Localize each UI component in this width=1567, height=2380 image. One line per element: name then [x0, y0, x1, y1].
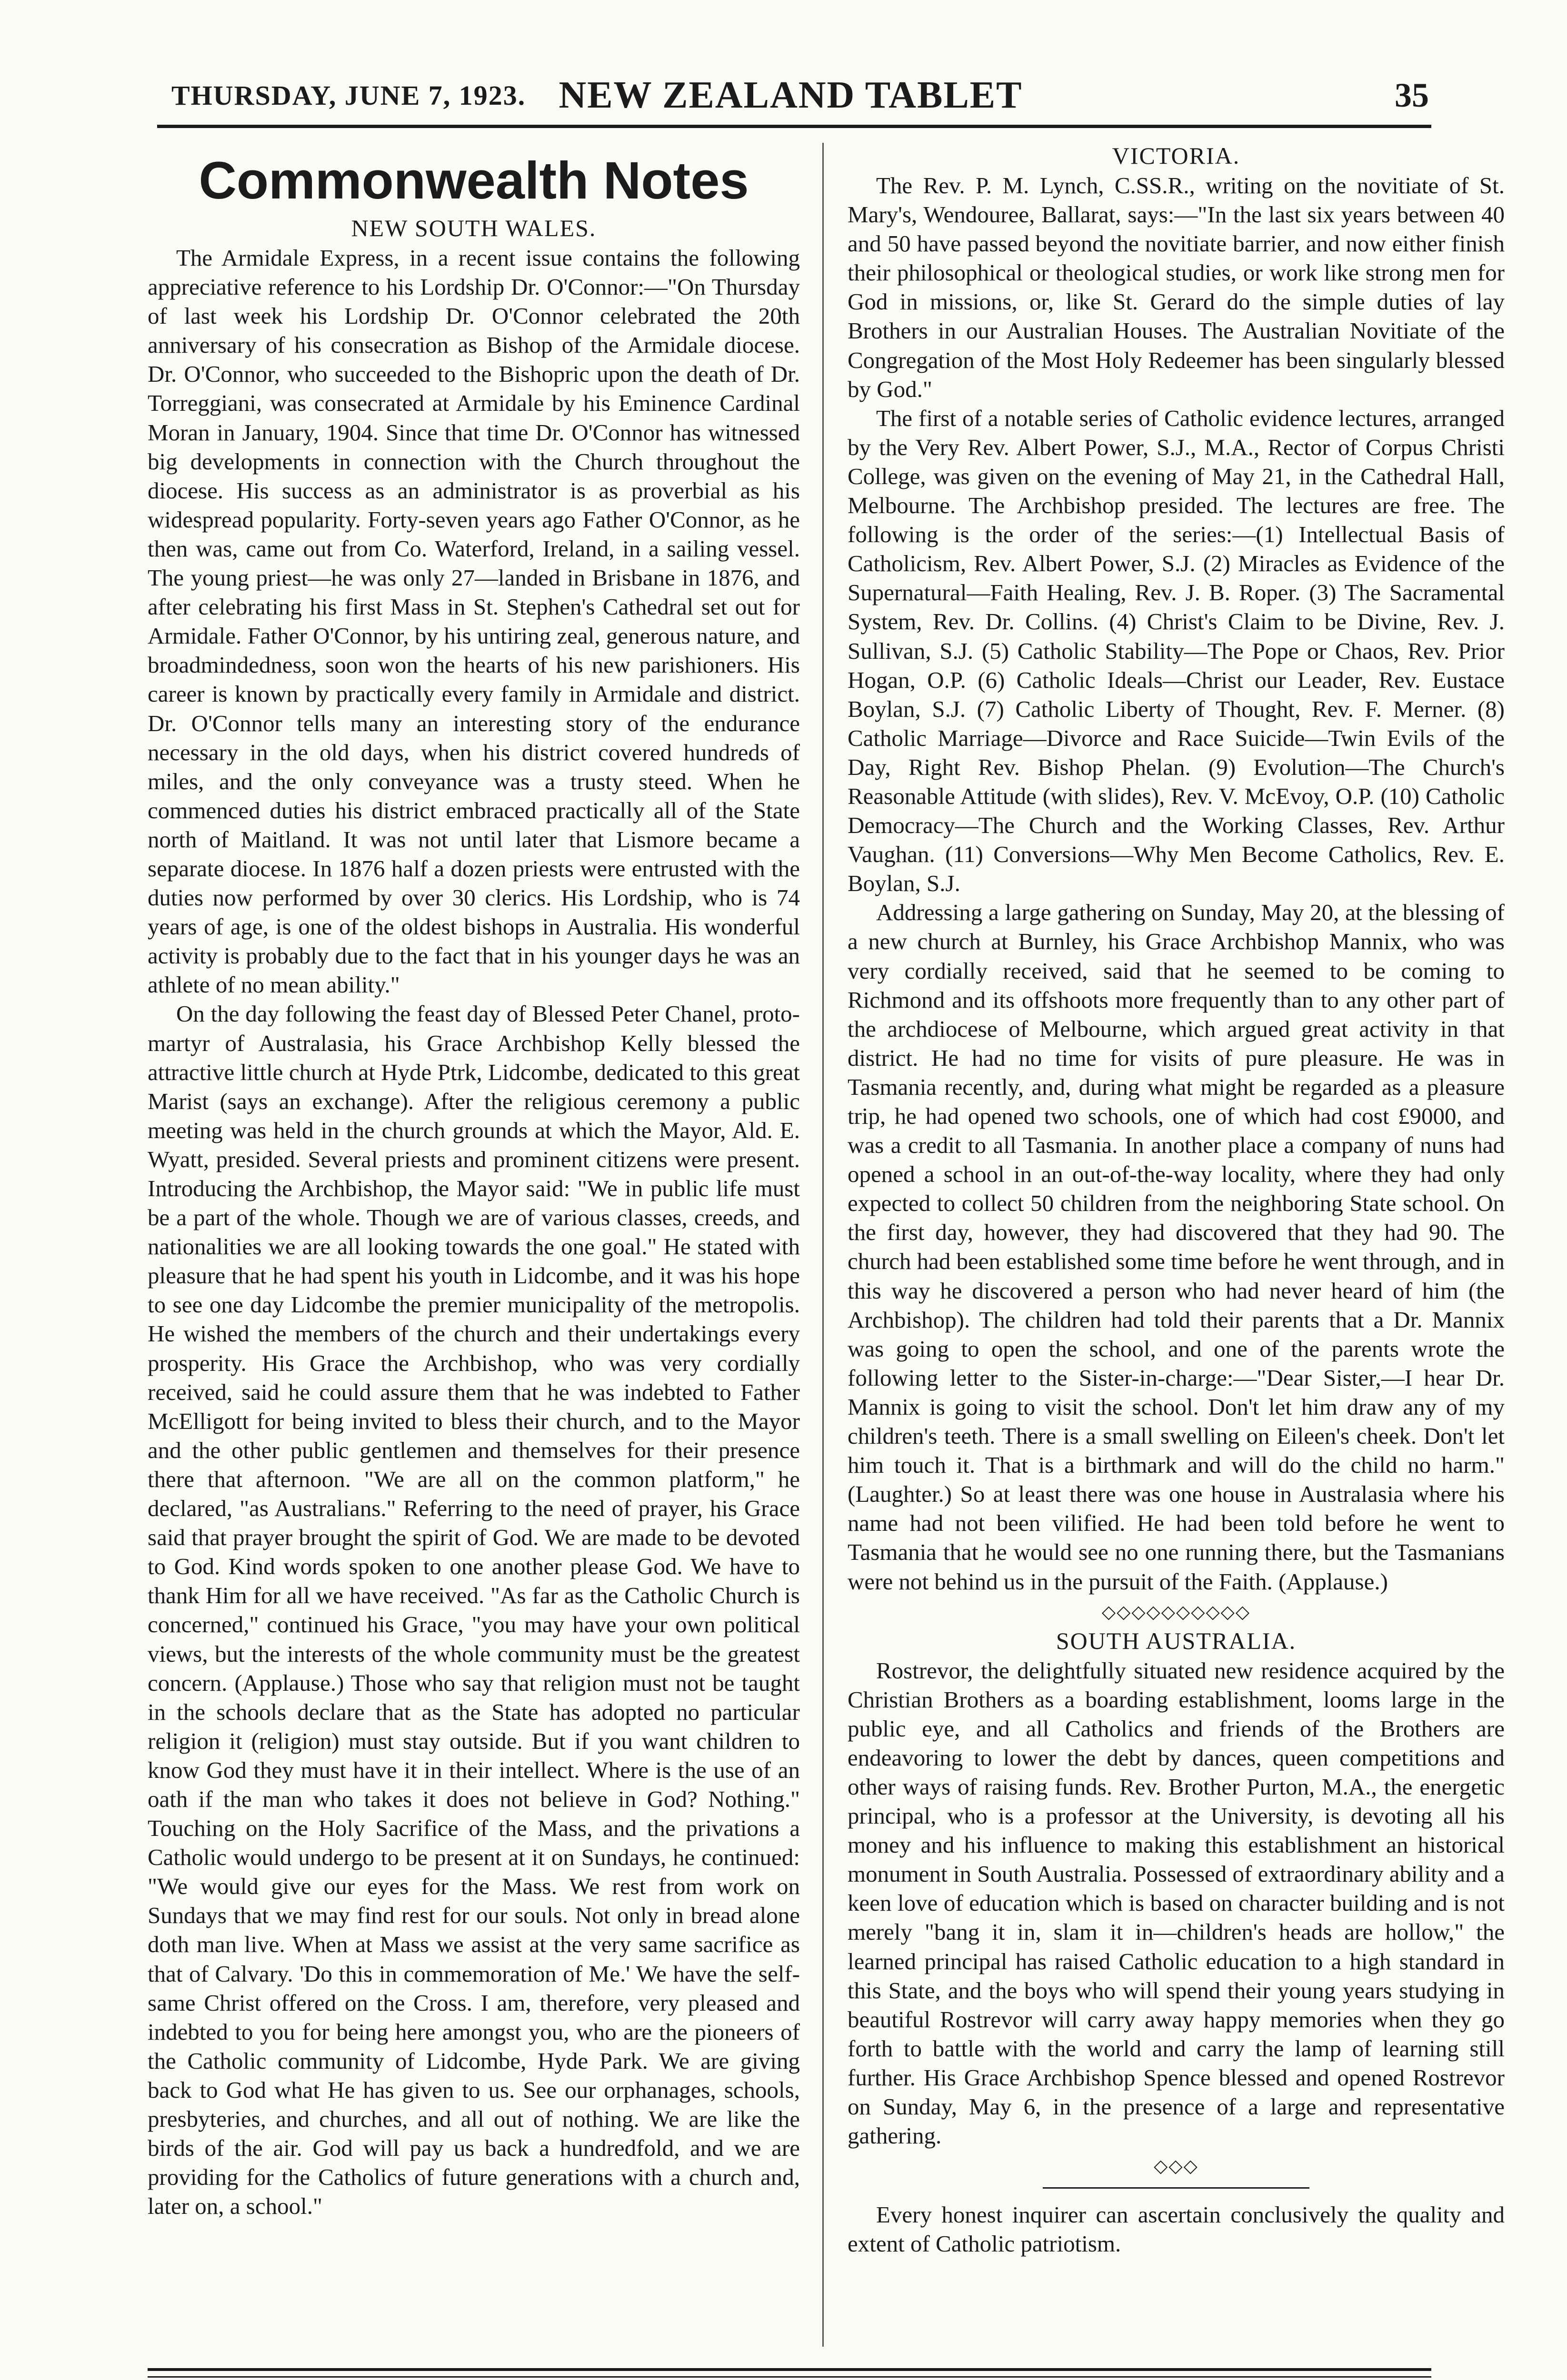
- footer-rule-heavy: [148, 2368, 1431, 2371]
- article-paragraph: On the day following the feast day of Blessed Peter Chanel, proto-martyr of Australasia, his Grace Archbishop Kelly blessed the attractive little church at Hyde Ptrk, Lidcombe, dedicated to this great Marist (says an exchange). After the religious ceremony a public meeting was held in the church grounds at which the Mayor, Ald. E. Wyatt, presided. Several priests and prominent citizens were present. Introducing the Archbishop, the Mayor said: "We in public life must be a part of the whole. Though we are of various classes, creeds, and nationalities we are all looking towards the one goal." He stated with pleasure that he had spent his youth in Lidcombe, and it was his hope to see one day Lidcombe the premier municipality of the metropolis. He wished the members of the church and their undertakings every prosperity. His Grace the Archbishop, who was very cordially received, said he could assure them that he was indebted to Father McElligott for being invited to bless their church, and to the Mayor and the other public gentlemen and themselves for their presence there that afternoon. "We are all on the common platform," he declared, "as Australians." Referring to the need of prayer, his Grace said that prayer brought the spirit of God. We are made to be devoted to God. Kind words spoken to one another please God. We have to thank Him for all we have received. "As far as the Catholic Church is concerned," continued his Grace, "you may have your own political views, but the interests of the whole community must be the greatest concern. (Applause.) Those who say that religion must not be taught in the schools declare that as the State has adopted no particular religion it (religion) must stay outside. But if you want children to know God they must have it in their intellect. Where is the use of an oath if the man who takes it does not believe in God? Nothing." Touching on the Holy Sacrifice of the Mass, and the privations a Catholic would undergo to be present at it on Sundays, he continued: "We would give our eyes for the Mass. We rest from work on Sundays that we may find rest for our souls. Not only in bread alone doth man live. When at Mass we assist at the very same sacrifice as that of Calvary. 'Do this in commemoration of Me.' We have the self-same Christ offered on the Cross. I am, therefore, very pleased and indebted to you for being here amongst you, who are the pioneers of the Catholic community of Lidcombe, Hyde Park. We are giving back to God what He has given to us. See our orphanages, schools, presbyteries, and churches, and all out of nothing. We are like the birds of the air. God will pay us back a hundredfold, and we are providing for the Catholics of future generations with a church and, later on, a school.": [148, 1001, 800, 2220]
- page-number: 35: [1395, 76, 1429, 114]
- article-paragraph: Addressing a large gathering on Sunday, May 20, at the blessing of a new church at Burnley, his Grace Archbishop Mannix, who was very cordially received, said that he seemed to be coming to Richmond and its offshoots more frequently than to any other part of the archdiocese of Melbourne, which argued great activity in that district. He had no time for visits of pure pleasure. He was in Tasmania recently, and, during what might be regarded as a pleasure trip, he had opened two schools, one of which had cost £9000, and was a credit to all Tasmania. In another place a company of nuns had opened a school in an out-of-the-way locality, where they had only expected to collect 50 children from the neighboring State school. On the first day, however, they had discovered that they had 90. The church had been established some time before he went through, and in this way he discovered a person who had never heard of him (the Archbishop). The children had told their parents that a Dr. Mannix was going to open the school, and one of the parents wrote the following letter to the Sister-in-charge:—"Dear Sister,—I hear Dr. Mannix is going to visit the school. Don't let him draw any of my children's teeth. There is a small swelling on Eileen's cheek. Don't let him touch it. That is a birthmark and will do the child no harm." (Laughter.) So at least there was one house in Australasia where his name had not been vilified. He had been told before he went to Tasmania that he would see no one running there, but the Tasmanians were not behind us in the pursuit of the Faith. (Applause.): [848, 899, 1505, 1595]
- section-heading-victoria: VICTORIA.: [1112, 142, 1240, 169]
- left-column: [148, 140, 800, 2221]
- masthead-title: NEW ZEALAND TABLET: [559, 74, 1023, 116]
- short-rule: [1043, 2187, 1309, 2189]
- article-paragraph: Every honest inquirer can ascertain conclusively the quality and extent of Catholic patriotism.: [848, 2202, 1505, 2257]
- header-rule: [157, 125, 1431, 128]
- column-divider: [822, 143, 824, 2347]
- article-paragraph: The Armidale Express, in a recent issue contains the following appreciative reference to his Lordship Dr. O'Connor:—"On Thursday of last week his Lordship Dr. O'Connor celebrated the 20th anniversary of his consecration as Bishop of the Armidale diocese. Dr. O'Connor, who succeeded to the Bishopric upon the death of Dr. Torreggiani, was consecrated at Armidale by his Eminence Cardinal Moran in January, 1904. Since that time Dr. O'Connor has witnessed big developments in connection with the Church throughout the diocese. His success as an administrator is as proverbial as his widespread popularity. Forty-seven years ago Father O'Connor, as he then was, came out from Co. Waterford, Ireland, in a sailing vessel. The young priest—he was only 27—landed in Brisbane in 1876, and after celebrating his first Mass in St. Stephen's Cathedral set out for Armidale. Father O'Connor, by his untiring zeal, generous nature, and broadmindedness, soon won the hearts of his new parishioners. His career is known by practically every family in Armidale and district. Dr. O'Connor tells many an interesting story of the endurance necessary in the old days, when his district covered hundreds of miles, and the only conveyance was a trusty steed. When he commenced duties his district embraced practically all of the State north of Maitland. It was not until later that Lismore became a separate diocese. In 1876 half a dozen priests were entrusted with the duties now performed by over 30 clerics. His Lordship, who is 74 years of age, is one of the oldest bishops in Australia. His wonderful activity is probably due to the fact that in his younger days he was an athlete of no mean ability.": [148, 245, 800, 998]
- footer-rule-thin: [148, 2376, 1431, 2378]
- section-heading-nsw: NEW SOUTH WALES.: [351, 215, 597, 241]
- article-paragraph: Rostrevor, the delightfully situated new residence acquired by the Christian Brothers as a boarding establishment, looms large in the public eye, and all Catholics and friends of the Brothers are endeavoring to lower the debt by dances, queen competitions and other ways of raising funds. Rev. Brother Purton, M.A., the energetic principal, who is a professor at the University, is devoting all his money and his influence to making this establishment an historical monument in South Australia. Possessed of extraordinary ability and a keen love of education which is based on character building and is not merely "bang it in, slam it in—children's heads are hollow," the learned principal has raised Catholic education to a high standard in this State, and the boys who will spend their young years studying in beautiful Rostrevor will carry away happy memories when they go forth to battle with the world and carry the lamp of learning still further. His Grace Archbishop Spence blessed and opened Rostrevor on Sunday, May 6, in the presence of a large and representative gathering.: [848, 1657, 1505, 2149]
- article-paragraph: The first of a notable series of Catholic evidence lectures, arranged by the Very Rev. Albert Power, S.J., M.A., Rector of Corpus Christi College, was given on the evening of May 21, in the Cathedral Hall, Melbourne. The Archbishop presided. The lectures are free. The following is the order of the series:—(1) Intellectual Basis of Catholicism, Rev. Albert Power, S.J. (2) Miracles as Evidence of the Supernatural—Faith Healing, Rev. J. B. Roper. (3) The Sacramental System, Rev. Dr. Collins. (4) Christ's Claim to be Divine, Rev. J. Sullivan, S.J. (5) Catholic Stability—The Pope or Chaos, Rev. Prior Hogan, O.P. (6) Catholic Ideals—Christ our Leader, Rev. Eustace Boylan, S.J. (7) Catholic Liberty of Thought, Rev. F. Merner. (8) Catholic Marriage—Divorce and Race Suicide—Twin Evils of the Day, Right Rev. Bishop Phelan. (9) Evolution—The Church's Reasonable Attitude (with slides), Rev. V. McEvoy, O.P. (10) Catholic Democracy—The Church and the Working Classes, Rev. Arthur Vaughan. (11) Conversions—Why Men Become Catholics, Rev. E. Boylan, S.J.: [848, 405, 1505, 897]
- article-title: Commonwealth Notes: [199, 151, 749, 210]
- section-heading-south-australia: SOUTH AUSTRALIA.: [1056, 1627, 1297, 1654]
- page-header: [143, 74, 1438, 121]
- ornament-divider: ◇◇◇◇◇◇◇◇◇◇: [1101, 1602, 1251, 1622]
- issue-date: THURSDAY, JUNE 7, 1923.: [171, 80, 526, 111]
- article-paragraph: The Rev. P. M. Lynch, C.SS.R., writing on the novitiate of St. Mary's, Wendouree, Ballarat, says:—"In the last six years between 40 and 50 have passed beyond the novitiate barrier, and now either finish their philosophical or theological studies, or work like strong men for God in missions, or, like St. Gerard do the simple duties of lay Brothers in our Australian Houses. The Australian Novitiate of the Congregation of the Most Holy Redeemer has been singularly blessed by God.": [848, 172, 1505, 402]
- ornament-divider-small: ◇◇◇: [1154, 2156, 1198, 2177]
- right-column: [848, 140, 1505, 2258]
